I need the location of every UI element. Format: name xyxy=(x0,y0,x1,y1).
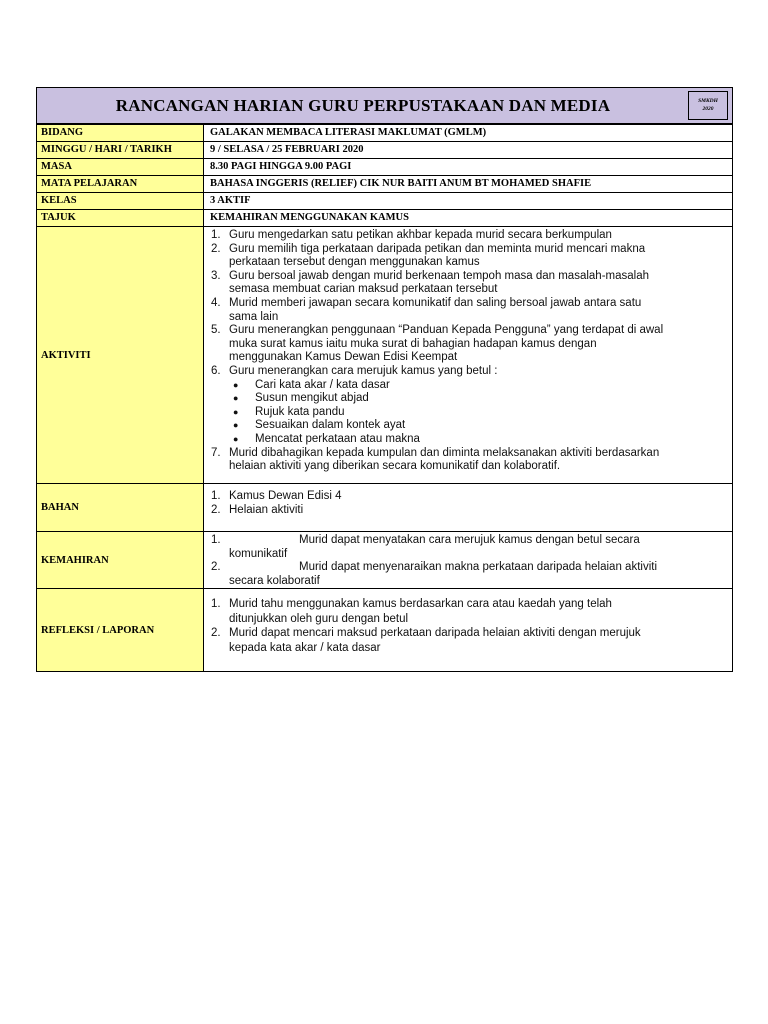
item-text: sama lain xyxy=(229,310,279,323)
value-kelas: 3 AKTIF xyxy=(204,193,733,210)
item-text: secara kolaboratif xyxy=(229,574,320,587)
list-item xyxy=(204,297,732,324)
item-number: 2. xyxy=(211,503,221,516)
list-item xyxy=(204,597,732,626)
bullet-icon: ● xyxy=(233,420,239,431)
lesson-plan-sheet xyxy=(36,87,733,672)
item-text: kepada kata akar / kata dasar xyxy=(229,641,381,654)
item-number: 1. xyxy=(211,534,221,546)
bullet-item xyxy=(204,433,732,447)
item-number: 1. xyxy=(211,598,221,611)
aktiviti-cell xyxy=(204,227,733,484)
page-title: RANCANGAN HARIAN GURU PERPUSTAKAAN DAN MEDIA xyxy=(115,96,611,115)
row-bahan xyxy=(37,484,733,532)
label-bahan: BAHAN xyxy=(37,484,204,532)
row-minggu xyxy=(37,142,733,159)
item-text: Helaian aktiviti xyxy=(229,503,304,516)
item-text: Guru menerangkan penggunaan “Panduan Kepada Pengguna” yang terdapat di awal xyxy=(229,324,664,337)
bullet-text: Sesuaikan dalam kontek ayat xyxy=(255,419,406,432)
bahan-list xyxy=(204,490,732,517)
value-tajuk: KEMAHIRAN MENGGUNAKAN KAMUS xyxy=(204,210,733,227)
value-bidang: GALAKAN MEMBACA LITERASI MAKLUMAT (GMLM) xyxy=(204,125,733,142)
label-kelas: KELAS xyxy=(37,193,204,210)
row-bidang xyxy=(37,125,733,142)
item-text: Murid dapat menyenaraikan makna perkataan daripada helaian aktiviti xyxy=(299,561,657,574)
label-refleksi: REFLEKSI / LAPORAN xyxy=(37,589,204,672)
bullet-item xyxy=(204,419,732,433)
item-text: Murid tahu menggunakan kamus berdasarkan cara atau kaedah yang telah xyxy=(229,598,612,611)
item-text: semasa membuat carian maksud perkataan tersebut xyxy=(229,283,498,296)
bullet-text: Mencatat perkataan atau makna xyxy=(255,432,420,445)
item-number: 1. xyxy=(211,490,221,502)
row-kelas xyxy=(37,193,733,210)
label-kemahiran: KEMAHIRAN xyxy=(37,532,204,589)
row-mata-pelajaran xyxy=(37,176,733,193)
bullet-item xyxy=(204,406,732,420)
list-item xyxy=(204,534,732,561)
item-text: muka surat kamus iaitu muka surat di bahagian hadapan kamus dengan xyxy=(229,337,597,350)
aktiviti-list xyxy=(204,229,732,379)
kemahiran-cell xyxy=(204,532,733,589)
item-text: Guru menerangkan cara merujuk kamus yang betul : xyxy=(229,364,498,377)
value-minggu: 9 / SELASA / 25 FEBRUARI 2020 xyxy=(204,142,733,159)
value-mata-pelajaran: BAHASA INGGERIS (RELIEF) CIK NUR BAITI ANUM BT MOHAMED SHAFIE xyxy=(204,176,733,193)
item-text: perkataan tersebut dengan menggunakan kamus xyxy=(229,256,480,269)
bullet-icon: ● xyxy=(233,406,239,417)
header-bar xyxy=(36,87,733,124)
label-aktiviti: AKTIVITI xyxy=(37,227,204,484)
item-number: 7. xyxy=(211,446,221,459)
aktiviti-list-cont xyxy=(204,447,732,474)
item-number: 5. xyxy=(211,324,221,337)
label-minggu: MINGGU / HARI / TARIKH xyxy=(37,142,204,159)
list-item xyxy=(204,504,732,518)
row-tajuk xyxy=(37,210,733,227)
list-item xyxy=(204,626,732,655)
kemahiran-list xyxy=(204,534,732,588)
row-refleksi xyxy=(37,589,733,672)
item-text: Murid memberi jawapan secara komunikatif dan saling bersoal jawab antara satu xyxy=(229,296,642,309)
list-item xyxy=(204,561,732,588)
item-text: Guru bersoal jawab dengan murid berkenaan tempoh masa dan masalah-masalah xyxy=(229,269,649,282)
bullet-text: Rujuk kata pandu xyxy=(255,405,345,418)
item-text: komunikatif xyxy=(229,547,288,560)
item-text: helaian aktiviti yang diberikan secara komunikatif dan kolaboratif. xyxy=(229,460,561,473)
row-aktiviti xyxy=(37,227,733,484)
label-bidang: BIDANG xyxy=(37,125,204,142)
row-kemahiran xyxy=(37,532,733,589)
row-masa xyxy=(37,159,733,176)
item-text: Guru mengedarkan satu petikan akhbar kepada murid secara berkumpulan xyxy=(229,229,612,241)
bullet-text: Cari kata akar / kata dasar xyxy=(255,378,390,391)
refleksi-list xyxy=(204,597,732,655)
school-code-box xyxy=(688,91,728,120)
bullet-icon: ● xyxy=(233,433,239,444)
item-number: 1. xyxy=(211,229,221,241)
list-item xyxy=(204,324,732,365)
bullet-icon: ● xyxy=(233,393,239,404)
label-mata-pelajaran: MATA PELAJARAN xyxy=(37,176,204,193)
school-code: SMKDH xyxy=(698,98,718,104)
refleksi-cell xyxy=(204,589,733,672)
bullet-item xyxy=(204,379,732,393)
item-number: 2. xyxy=(211,627,221,640)
list-item xyxy=(204,447,732,474)
bahan-cell xyxy=(204,484,733,532)
bullet-text: Susun mengikut abjad xyxy=(255,392,369,405)
school-year: 2020 xyxy=(702,106,714,112)
item-number: 4. xyxy=(211,296,221,309)
label-tajuk: TAJUK xyxy=(37,210,204,227)
item-text: menggunakan Kamus Dewan Edisi Keempat xyxy=(229,351,458,364)
list-item xyxy=(204,270,732,297)
aktiviti-bullets xyxy=(204,379,732,447)
item-text: Murid dapat menyatakan cara merujuk kamus dengan betul secara xyxy=(299,534,640,546)
item-text: Murid dibahagikan kepada kumpulan dan diminta melaksanakan aktiviti berdasarkan xyxy=(229,446,660,459)
item-text: Kamus Dewan Edisi 4 xyxy=(229,490,342,502)
bullet-item xyxy=(204,392,732,406)
list-item xyxy=(204,490,732,504)
list-item xyxy=(204,229,732,243)
item-number: 3. xyxy=(211,269,221,282)
bullet-icon: ● xyxy=(233,379,239,390)
plan-table xyxy=(36,124,733,672)
list-item xyxy=(204,365,732,379)
list-item xyxy=(204,243,732,270)
value-masa: 8.30 PAGI HINGGA 9.00 PAGI xyxy=(204,159,733,176)
item-text: ditunjukkan oleh guru dengan betul xyxy=(229,612,409,625)
item-number: 6. xyxy=(211,364,221,377)
item-number: 2. xyxy=(211,242,221,255)
item-number: 2. xyxy=(211,561,221,574)
label-masa: MASA xyxy=(37,159,204,176)
item-text: Guru memilih tiga perkataan daripada petikan dan meminta murid mencari makna xyxy=(229,242,646,255)
item-text: Murid dapat mencari maksud perkataan daripada helaian aktiviti dengan merujuk xyxy=(229,627,641,640)
